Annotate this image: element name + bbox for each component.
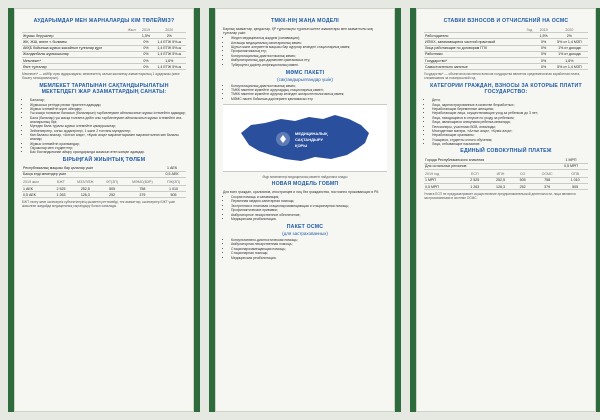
intro-text: Для всех граждан, оралманов, иностранцев и лиц без гражданства, постоянно проживающих в РК: <box>223 189 380 194</box>
table-cell: 758 <box>532 177 562 183</box>
table-cell: 5% от 1,4 МЗП <box>551 39 588 45</box>
list-item: • Лица, находящиеся в отпуске по уходу за ребенком; <box>432 116 588 120</box>
list-item: • Неработающие беременные женщины; <box>432 107 588 111</box>
table-cell: 0% <box>536 45 550 51</box>
logo-line-3: ҚОРЫ <box>295 142 308 148</box>
table-cell: 505 <box>161 192 186 198</box>
list-item: • Жұмыс істемейтін жүкті әйелдер; <box>30 107 186 111</box>
table-header: 2019 <box>139 27 152 33</box>
table-cell: 1 МРП <box>424 177 462 183</box>
panel-middle-title-1: ТМКК-НІҢ ЖАҢА МОДЕЛІ <box>271 18 339 24</box>
table-cell: 1 010 <box>161 186 186 192</box>
panel-left-title-1: АУДАРЫМДАР МЕН ЖАРНАЛАРДЫ КІМ ТӨЛЕЙМІЗ? <box>33 18 175 24</box>
table-cell: 758 <box>124 186 161 192</box>
table-cell: 1% от дохода <box>551 45 588 51</box>
single-payment-rates-kz <box>22 166 186 178</box>
list-item: • Лица, являющиеся опекунами ребенка-инвалида; <box>432 120 588 124</box>
list-item: • Лица, зарегистрированные в качестве безработных; <box>432 103 588 107</box>
list-item: • Алғашқы медициналық-санитариялық көмек; <box>231 41 387 45</box>
table-header: 2020 <box>551 27 588 33</box>
panel-right-title-2: КАТЕГОРИИ ГРАЖДАН, ВЗНОСЫ ЗА КОТОРЫЕ ПЛАТИТ ГОСУДАРСТВО: <box>430 83 582 96</box>
panel-middle-subtitle-4: (для застрахованных) <box>282 231 328 237</box>
contribution-table-ru <box>424 27 588 70</box>
table-cell: 0% <box>536 39 550 45</box>
table-cell: 379 <box>532 184 562 190</box>
table-cell: 0% <box>139 45 152 51</box>
panel-left-title-2: МЕМЛЕКЕТ ТАРАПЫНАН САҚТАНДЫРЫЛАТЫН МЕКТЕПДЕГІ ЖАР АЗАМАТТАРДЫҢ САНАТЫ: <box>39 83 169 96</box>
list-item: • Балалар; <box>30 98 186 102</box>
list-item: • Медицинская реабилитация. <box>231 217 387 221</box>
state-insured-list-ru <box>424 98 588 146</box>
table-cell: 252,5 <box>70 186 100 192</box>
table-cell: 505 <box>101 186 124 192</box>
table-cell: Республикалық маңызы бар қалалар үшін <box>22 166 158 172</box>
list-item: • Оқушылар мен студенттер; <box>30 146 186 150</box>
list-item: • ТМКК пакетіне кірмейтін аурулар кезіндегі жоғарытехнологиялық көмек; <box>231 92 387 96</box>
list-item: • Зейнеткерлер, соғыс ардагерлері, 1 және 2 топтағы мүгедектер; <box>30 129 186 133</box>
table-cell: 0,5 АЕК <box>158 171 186 177</box>
table-cell: 505 <box>562 184 588 190</box>
table-cell: Басқа елді мекендер үшін <box>22 171 158 177</box>
list-item: • Бала (балалар) үш жасқа толғанға дейін оны тәрбиелеумен айналысатын жұмыс істемейтін ата-аналарының бірі; <box>30 116 186 124</box>
table-cell: 0% <box>536 64 550 70</box>
list-item: • Үш жасқа толмаған баласын (балаларын) тәрбиелеумен айналысатын жұмыс істемейтін адамдар; <box>30 111 186 115</box>
panel-left-content <box>22 16 186 404</box>
table-cell: 1 263 <box>52 192 70 198</box>
gobmp-list-ru <box>223 195 387 221</box>
fund-logo-map <box>223 104 387 172</box>
list-item: • ТМКК пакетіне кірмейтін аурулардың стационарлық көмегі; <box>231 88 387 92</box>
table-cell: ИП/КХ, занимающиеся частной практикой <box>424 39 526 45</box>
footnote: Государство* — объектом исчисления взносов государства является среднемесячная заработная плата, сложившаяся за позапрошлый год. <box>424 72 580 81</box>
table-header: МӘМС(ВЗР) <box>124 180 161 186</box>
table-cell: 0% <box>139 39 152 45</box>
table-cell: 252 <box>101 192 124 198</box>
panel-middle-title-4: ПАКЕТ ОСМС <box>286 224 324 231</box>
table-cell: Самостоятельно занятые <box>424 64 526 70</box>
table-header: ПЖ(ЗП) <box>161 180 186 186</box>
table-cell: 1 МРП <box>554 157 588 163</box>
table-cell: Мемлекет* <box>22 57 127 63</box>
table-header: 2020 <box>153 27 186 33</box>
table-header: ОСМС <box>532 172 562 178</box>
table-cell: Города Республиканского значения <box>424 157 554 163</box>
table-cell: 1 010 <box>562 177 588 183</box>
table-row <box>22 192 186 198</box>
list-item: • Медицинская реабилитация. <box>231 256 387 260</box>
panel-middle-subtitle-2: (сақтандырылғандар үшін) <box>277 76 333 82</box>
table-cell: 252 <box>513 184 532 190</box>
table-header: ӘТ(ЗП) <box>101 180 124 186</box>
map-caption: Өңір мекемелері медициналық көмегін пайдалана алады <box>262 174 348 179</box>
list-item: • МӘМС пакеті бойынша дәрілермен қамтамасыз ету. <box>231 97 387 101</box>
list-item: • Дети; <box>432 98 588 102</box>
table-cell: 252,5 <box>488 177 514 183</box>
state-insured-list-kz <box>22 98 186 154</box>
list-item: • Скорая помощь и санавиация; <box>231 195 387 199</box>
list-item: • Амбулаторная лекарственная помощь; <box>231 242 387 246</box>
panel-left-title-3: БІРЫҢҒАЙ ЖИЫНТЫҚ ТӨЛЕМ <box>62 156 146 163</box>
panel-middle <box>209 8 401 412</box>
table-cell <box>127 64 140 70</box>
table-cell: 1,6% <box>551 57 588 63</box>
list-item: • Консультациялық-диагностикалық көмек; <box>231 54 387 58</box>
table-header: 2019 жыл <box>22 180 52 186</box>
list-item: • Шұғыл және әлеуметтік маңызы бар аурулар кезіндегі стационарлық көмек; <box>231 45 387 49</box>
table-cell: Для остальных регионов <box>424 163 554 169</box>
logo-line-1: МЕДИЦИНАЛЫҚ <box>295 130 328 136</box>
table-cell: 2% <box>551 33 588 39</box>
panel-middle-content <box>223 16 387 404</box>
list-item: • Жұмыссыз ретінде ресми тіркелген адамдар; <box>30 103 186 107</box>
footnote: Уплата ЕСП не предусматривает осуществление предпринимательской деятельности, лица являются застрахованными в системе ОСМС. <box>424 192 576 201</box>
gobmp-list-kz <box>223 36 387 66</box>
table-cell: 1,5% <box>139 33 152 39</box>
panel-right-title-1: СТАВКИ ВЗНОСОВ И ОТЧИСЛЕНИЙ НА ОСМС <box>443 18 569 24</box>
panel-right-content <box>424 16 588 404</box>
list-item: • Профилактические прививки; <box>231 208 387 212</box>
table-header: МЗЗ/ЗПЖ <box>70 180 100 186</box>
table-cell: 1,4 ЕТЖ 5%-ы <box>153 45 186 51</box>
list-item: • Лица, отбывающие наказание. <box>432 142 588 146</box>
list-item: • Көп балалы аналар, «Алтын алқа», «Күміс алқа» марапаттарымен марапатталған көп балалы аналар; <box>30 133 186 141</box>
table-header: 2019 год <box>424 172 462 178</box>
panel-left <box>8 8 200 412</box>
list-item: • Неработающие лица, осуществляющие уход за ребенком до 3 лет; <box>432 111 588 115</box>
table-row <box>424 163 588 169</box>
table-cell: 126,3 <box>70 192 100 198</box>
table-cell: 505 <box>513 177 532 183</box>
list-item: • Амбулаторное лекарственное обеспечение; <box>231 213 387 217</box>
table-cell: 0% <box>139 64 152 70</box>
list-item: • Стационарная помощь; <box>231 251 387 255</box>
table-row <box>22 171 186 177</box>
table-header: ОПВ <box>562 172 588 178</box>
table-cell: 1 АЕК <box>158 166 186 172</box>
table-cell: 1,6% <box>153 57 186 63</box>
list-item: • Первичная медико-санитарная помощь; <box>231 199 387 203</box>
footnote: БЖТ төлеу жеке кәсіпкерлік субъектілерінің қызметін реттемейді, тек азаматтар, кәсіпкерлер БЖТ үшін жазылған жағдайда медициналық сақтандыру болып саналады. <box>22 200 176 209</box>
table-cell: ЖК, ЖШ, өнеге т. болмағы <box>22 39 127 45</box>
logo-line-2: САҚТАНДЫРУ <box>295 136 323 142</box>
table-cell: 0% <box>139 57 152 63</box>
list-item: • Жедел медициналық жәрдем (санавиация); <box>231 36 387 40</box>
table-cell: Лица работающие по договорам ГПХ <box>424 45 526 51</box>
table-cell: Государство* <box>424 57 526 63</box>
list-item: • Экстренная и плановая стационарозамещающая и стационарная помощь; <box>231 204 387 208</box>
list-item: • Профилактикалық егу; <box>231 49 387 53</box>
table-cell: 0% <box>139 51 152 57</box>
list-item: • Жұмыс істемейтін оралмандар; <box>30 142 186 146</box>
table-header: Год <box>526 27 537 33</box>
table-cell: 126,3 <box>488 184 514 190</box>
panel-middle-title-3: НОВАЯ МОДЕЛЬ ГОБМП <box>271 180 339 187</box>
table-cell: 2 525 <box>52 186 70 192</box>
table-cell: 379 <box>124 192 161 198</box>
single-payment-rates-ru <box>424 157 588 169</box>
contribution-table-kz <box>22 27 186 70</box>
table-cell: 1 263 <box>462 184 488 190</box>
list-item: • Консультативно-диагностическая помощь; <box>231 238 387 242</box>
table-header: СО <box>513 172 532 178</box>
table-cell: Работники <box>424 51 526 57</box>
table-cell: 1,5% <box>536 33 550 39</box>
list-item: • Неработающие оралманы; <box>432 133 588 137</box>
table-header: 2019 <box>536 27 550 33</box>
table-cell: 2 525 <box>462 177 488 183</box>
table-row <box>424 184 588 190</box>
single-payment-breakdown-kz <box>22 180 186 199</box>
table-cell: Работодатели <box>424 33 526 39</box>
table-cell: 0% <box>536 51 550 57</box>
table-cell: 1,4 ЕТЖ 5%-ы <box>153 64 186 70</box>
list-item: • Мүгедек бала туралы жұмыс істемейтін қамқоршылар; <box>30 124 186 128</box>
list-item: • Консультациялық-диагностикалық көмек; <box>231 84 387 88</box>
table-row <box>424 64 588 70</box>
table-cell: 1,4 ЕТЖ 5%-ы <box>153 39 186 45</box>
osms-list-kz <box>223 84 387 101</box>
panel-middle-title-2: МӘМС ПАКЕТІ <box>285 69 325 76</box>
kazakhstan-map-icon <box>223 105 387 171</box>
table-cell: 1% от дохода <box>551 51 588 57</box>
table-header: БЖТ <box>52 180 70 186</box>
table-header: ИПН <box>488 172 514 178</box>
table-cell: 0,5 АЕК <box>22 192 52 198</box>
table-cell: АКҚБ бойынша жұмыс жасайтын тұлғалар құрл <box>22 45 127 51</box>
osms-list-ru <box>223 238 387 260</box>
table-cell: 0% <box>536 57 550 63</box>
list-item: • Пенсионеры, участники ВОВ, инвалиды; <box>432 125 588 129</box>
table-cell: 2% <box>153 33 186 39</box>
table-cell: 1 АЕК <box>22 186 52 192</box>
list-item: • Амбулаториялық дәрі-дәрмекпен қамтамасыз ету; <box>231 58 387 62</box>
single-payment-breakdown-ru <box>424 172 588 191</box>
table-cell: Жұмыс берушілер <box>22 33 127 39</box>
table-row <box>22 64 186 70</box>
footnote: Мемлекет* — кейбір ерек аударымдағы; мемлекеттің салым жыланнау азаматтарының 1 аударымы (жеке босату тапсырмаларын). <box>22 72 180 81</box>
table-header: ЕСП <box>462 172 488 178</box>
table-cell: 5% от 1,4 МЗП <box>551 64 588 70</box>
table-header: Жыл <box>127 27 140 33</box>
panel-right <box>410 8 600 412</box>
table-cell: 1,4 ЕТЖ 5%-ы <box>153 51 186 57</box>
list-item: • Многодетные матери, «Алтын алқа», «Күміс алқа»; <box>432 129 588 133</box>
table-cell: Жалданбалы жұмысшылар <box>22 51 127 57</box>
list-item: • Туберкулез дәрігер-инфекционалық көмегі. <box>231 63 387 67</box>
list-item: • Учащиеся, студенты очного обучения; <box>432 138 588 142</box>
table-cell: Өзге тұлғалар <box>22 64 127 70</box>
table-cell: 0,5 МРП <box>424 184 462 190</box>
list-item: • Стационарозамещающая помощь; <box>231 247 387 251</box>
list-item: • Бас бостандығынан айыру орындарында жазасын өтеп жатқан адамдар. <box>30 150 186 154</box>
intro-text: Барлық азаматтар, қандастар, ҚР тұрғылықты тұратын шетел азаматтары мен азаматтығы жоқ тұлғалар үшін: <box>223 27 374 36</box>
panel-right-title-3: ЕДИНЫЙ СОВОКУПНЫЙ ПЛАТЕЖ <box>460 148 552 155</box>
table-cell <box>526 64 537 70</box>
table-cell: 0,5 МРП <box>554 163 588 169</box>
